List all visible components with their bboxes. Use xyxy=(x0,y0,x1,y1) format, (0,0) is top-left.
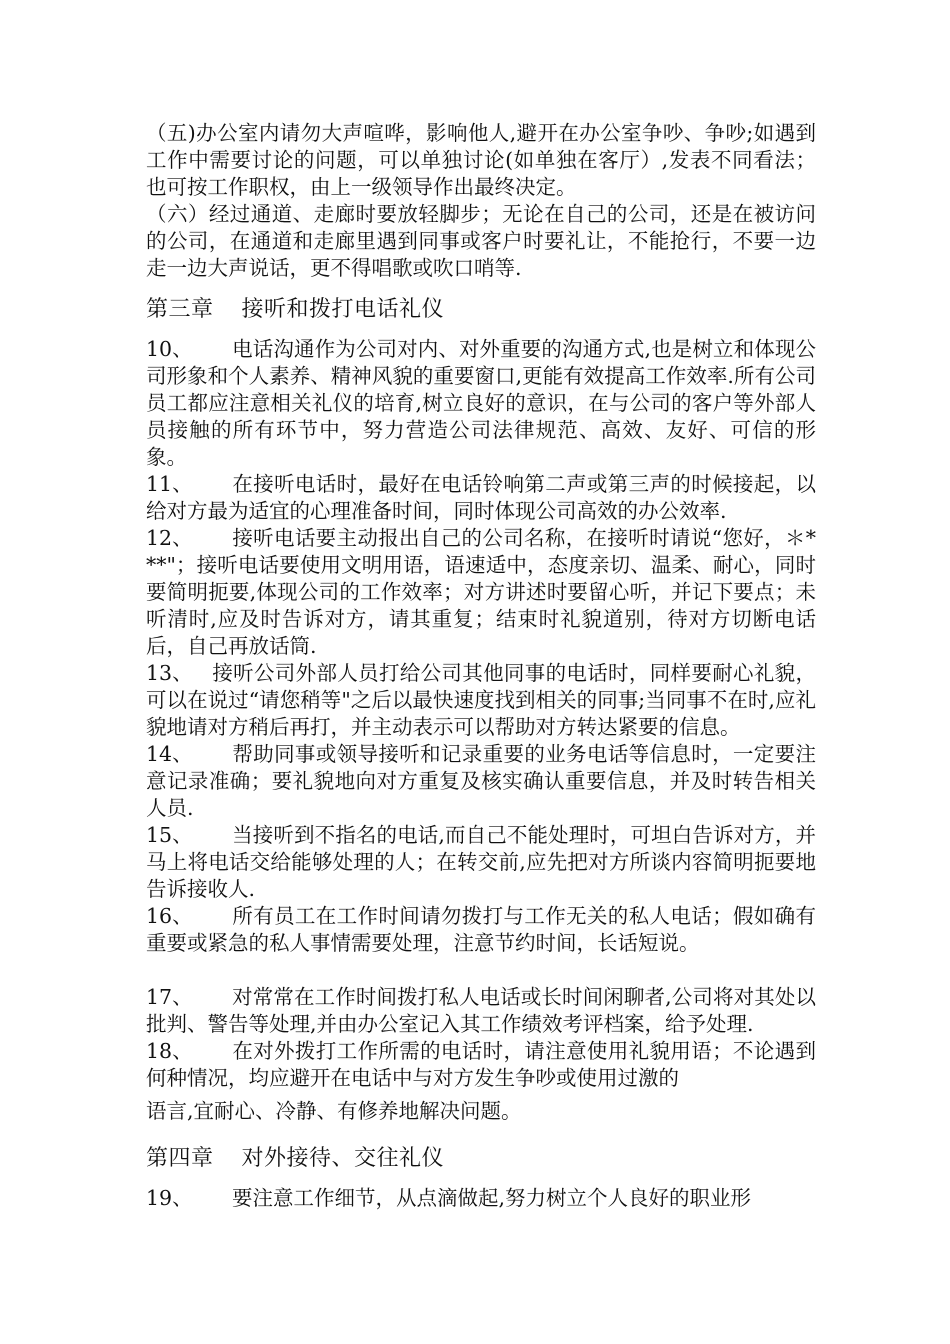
item-14-number: 14、 xyxy=(146,742,193,766)
paragraph-5: （五)办公室内请勿大声喧哗，影响他人,避开在办公室争吵、争吵;如遇到工作中需要讨论的问题，可以单独讨论(如单独在客厅）,发表不同看法；也可按工作职权，由上一级领导作出最终决定。 xyxy=(146,121,816,199)
item-15-number: 15、 xyxy=(146,823,193,847)
chapter-3-title: 接听和拨打电话礼仪 xyxy=(241,297,445,322)
item-16-number: 16、 xyxy=(146,904,193,928)
chapter-3-number: 第三章 xyxy=(146,297,214,322)
item-18-text: 在对外拨打工作所需的电话时，请注意使用礼貌用语；不论遇到何种情况，均应避开在电话中与对方发生争吵或使用过激的 xyxy=(146,1039,816,1090)
item-14 xyxy=(146,741,816,822)
item-11-number: 11、 xyxy=(146,472,193,496)
item-19-number: 19、 xyxy=(146,1186,193,1210)
item-14-text: 帮助同事或领导接听和记录重要的业务电话等信息时，一定要注意记录准确；要礼貌地向对方重复及核实确认重要信息，并及时转告相关人员. xyxy=(146,742,816,820)
chapter-4-title: 对外接待、交往礼仪 xyxy=(241,1146,445,1171)
item-15 xyxy=(146,822,816,903)
item-18 xyxy=(146,1038,816,1092)
item-17-text: 对常常在工作时间拨打私人电话或长时间闲聊者,公司将对其处以批判、警告等处理,并由办公室记入其工作绩效考评档案，给予处理. xyxy=(146,985,816,1036)
item-10-number: 10、 xyxy=(146,337,193,361)
item-19-text: 要注意工作细节，从点滴做起,努力树立个人良好的职业形 xyxy=(232,1186,752,1210)
item-12-text: 接听电话要主动报出自己的公司名称，在接听时请说“您好，＊***"；接听电话要使用文明用语，语速适中，态度亲切、温柔、耐心，同时要简明扼要,体现公司的工作效率；对方讲述时要留心听，并记下要点；未听清时,应及时告诉对方，请其重复；结束时礼貌道别，待对方切断电话后，自己再放话筒. xyxy=(146,526,816,658)
item-11-text: 在接听电话时，最好在电话铃响第二声或第三声的时候接起，以给对方最为适宜的心理准备时间，同时体现公司高效的办公效率. xyxy=(146,472,816,523)
item-19 xyxy=(146,1185,816,1212)
chapter-3-heading xyxy=(146,294,816,326)
blank-line xyxy=(146,957,816,984)
document-page xyxy=(146,120,816,1212)
chapter-4-heading xyxy=(146,1143,816,1175)
item-17-number: 17、 xyxy=(146,985,193,1009)
item-16-text: 所有员工在工作时间请勿拨打与工作无关的私人电话；假如确有重要或紧急的私人事情需要处理，注意节约时间，长话短说。 xyxy=(146,904,816,955)
item-18-number: 18、 xyxy=(146,1039,193,1063)
item-16 xyxy=(146,903,816,957)
item-11 xyxy=(146,471,816,525)
item-10-text: 电话沟通作为公司对内、对外重要的沟通方式,也是树立和体现公司形象和个人素养、精神风貌的重要窗口,更能有效提高工作效率.所有公司员工都应注意相关礼仪的培育,树立良好的意识，在与公司的客户等外部人员接触的所有环节中，努力营造公司法律规范、高效、友好、可信的形象。 xyxy=(146,337,816,469)
item-18-continued: 语言,宜耐心、冷静、有修养地解决问题。 xyxy=(146,1099,522,1123)
paragraph-6: （六）经过通道、走廊时要放轻脚步；无论在自己的公司，还是在被访问的公司，在通道和走廊里遇到同事或客户时要礼让，不能抢行，不要一边走一边大声说话，更不得唱歌或吹口哨等. xyxy=(146,202,816,280)
chapter-4-number: 第四章 xyxy=(146,1146,214,1171)
item-15-text: 当接听到不指名的电话,而自己不能处理时，可坦白告诉对方，并马上将电话交给能够处理的人；在转交前,应先把对方所谈内容简明扼要地告诉接收人. xyxy=(146,823,816,901)
item-13-text: 接听公司外部人员打给公司其他同事的电话时，同样要耐心礼貌，可以在说过“请您稍等"之后以最快速度找到相关的同事;当同事不在时,应礼貌地请对方稍后再打，并主动表示可以帮助对方转达紧要的信息。 xyxy=(146,661,816,739)
item-12-number: 12、 xyxy=(146,526,193,550)
item-13 xyxy=(146,660,816,741)
item-13-number: 13、 xyxy=(146,661,193,685)
item-17 xyxy=(146,984,816,1038)
item-12 xyxy=(146,525,816,660)
item-10 xyxy=(146,336,816,471)
